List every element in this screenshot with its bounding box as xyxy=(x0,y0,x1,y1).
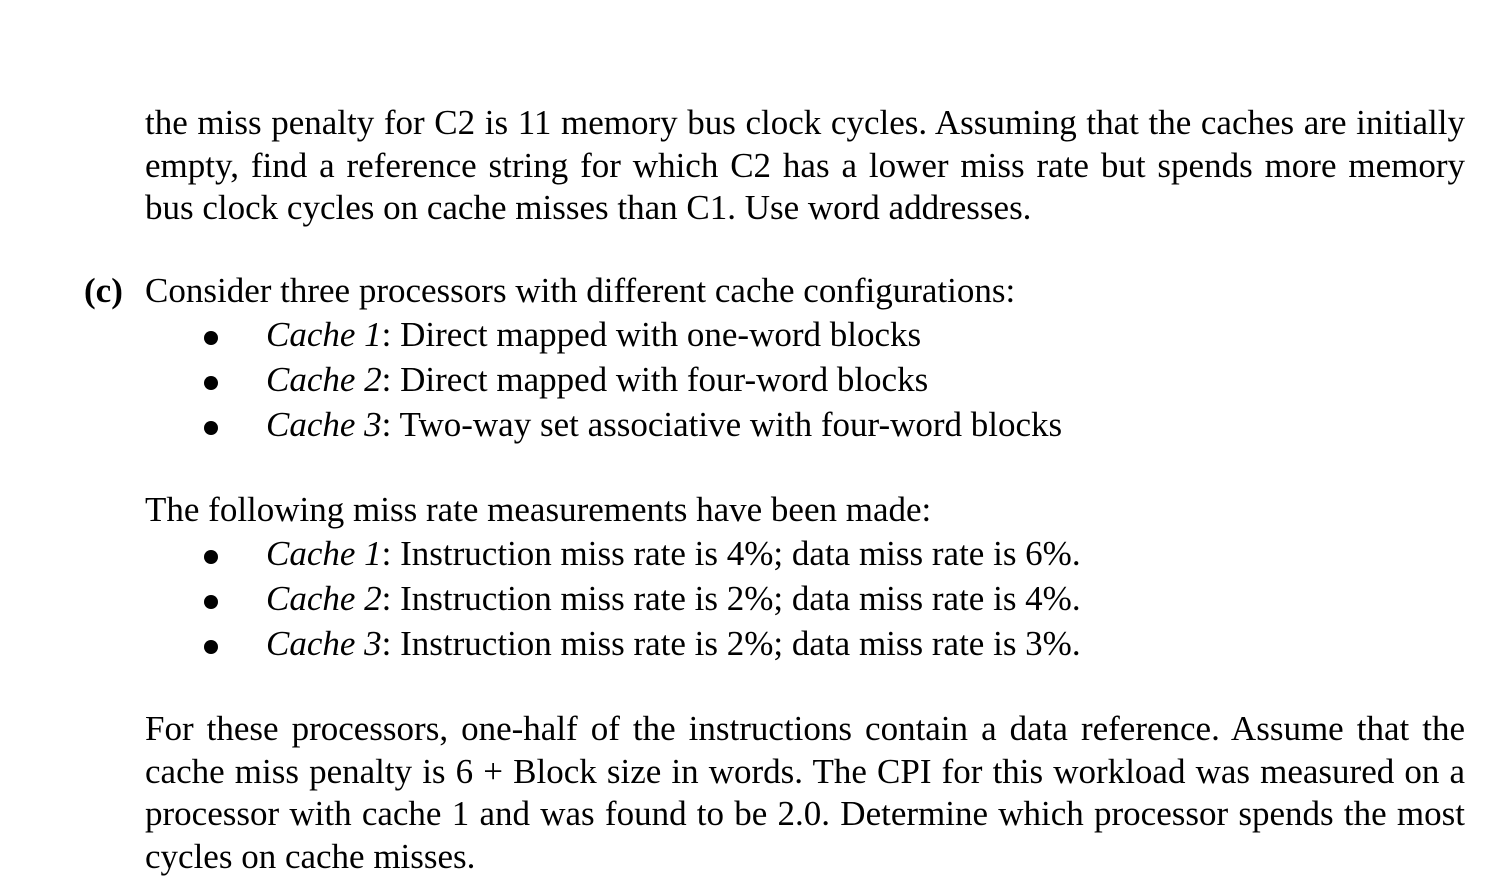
separator: : xyxy=(381,315,392,354)
separator: : xyxy=(381,360,392,399)
cache-name: Cache 2 xyxy=(266,360,382,399)
bullet-icon xyxy=(204,421,218,435)
bullet-icon xyxy=(204,640,218,654)
list-item-text xyxy=(266,578,1081,621)
cache-description: Direct mapped with four-word blocks xyxy=(391,360,929,399)
part-intro: Consider three processors with different cache configurations: xyxy=(145,271,1016,310)
list-item-text xyxy=(266,533,1081,576)
cache-description: Two-way set associative with four-word blocks xyxy=(391,405,1063,444)
separator: : xyxy=(381,624,392,663)
final-paragraph: For these processors, one-half of the instructions contain a data reference. Assume that the cache miss penalty is 6 + Block size in words. The CPI for this workload was measured on a processor with cache 1 and was found to be 2.0. Determine which processor spends the most cycles on cache misses. xyxy=(145,709,1465,876)
intro-paragraph: the miss penalty for C2 is 11 memory bus clock cycles. Assuming that the caches are initially empty, find a reference string for which C2 has a lower miss rate but spends more memory bus clock cycles on cache misses than C1. Use word addresses. xyxy=(145,103,1465,227)
bullet-icon xyxy=(204,550,218,564)
list-item-text xyxy=(266,623,1081,666)
miss-rate-description: Instruction miss rate is 2%; data miss rate is 4%. xyxy=(391,579,1081,618)
bullet-icon xyxy=(204,376,218,390)
cache-description: Direct mapped with one-word blocks xyxy=(391,315,922,354)
cache-name: Cache 1 xyxy=(266,315,382,354)
separator: : xyxy=(381,579,392,618)
measurements-heading: The following miss rate measurements have been made: xyxy=(145,490,932,529)
miss-rate-description: Instruction miss rate is 4%; data miss rate is 6%. xyxy=(391,534,1081,573)
miss-rate-description: Instruction miss rate is 2%; data miss rate is 3%. xyxy=(391,624,1081,663)
list-item-text xyxy=(266,359,928,402)
list-item-text xyxy=(266,314,921,357)
list-item-text xyxy=(266,404,1062,447)
part-label: (c) xyxy=(84,271,123,310)
cache-name: Cache 2 xyxy=(266,579,382,618)
bullet-icon xyxy=(204,331,218,345)
separator: : xyxy=(381,534,392,573)
cache-name: Cache 1 xyxy=(266,534,382,573)
bullet-icon xyxy=(204,595,218,609)
separator: : xyxy=(381,405,392,444)
cache-name: Cache 3 xyxy=(266,405,382,444)
cache-name: Cache 3 xyxy=(266,624,382,663)
